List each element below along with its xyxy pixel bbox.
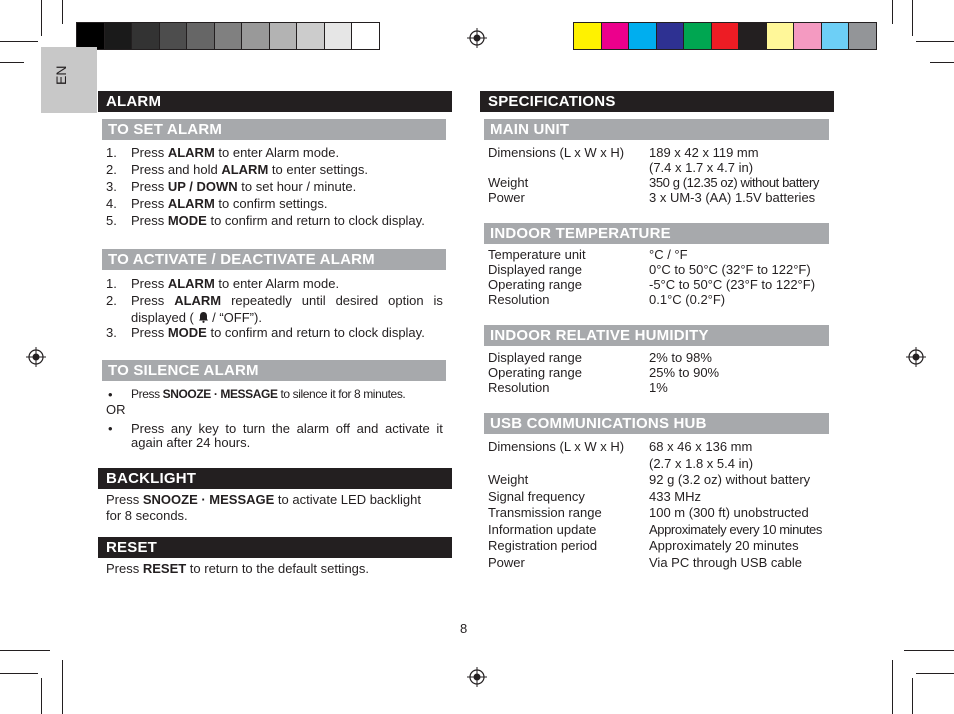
- color-swatch: [683, 22, 712, 50]
- spec-label: Signal frequency: [488, 489, 585, 504]
- crop-mark: [62, 0, 63, 24]
- spec-value: °C / °F: [649, 247, 688, 262]
- spec-label: Temperature unit: [488, 247, 586, 262]
- color-swatch: [793, 22, 822, 50]
- list-item: Press ALARM to enter Alarm mode.: [131, 276, 340, 291]
- spec-label: Power: [488, 555, 525, 570]
- subsection-title-main-unit: MAIN UNIT: [484, 119, 829, 140]
- list-item: Press any key to turn the alarm off and activate it: [131, 421, 443, 436]
- reset-text: Press RESET to return to the default settings.: [106, 561, 370, 576]
- spec-value: Via PC through USB cable: [649, 555, 802, 570]
- crop-mark: [892, 0, 893, 24]
- spec-value: 3 x UM-3 (AA) 1.5V batteries: [649, 190, 816, 205]
- crop-mark: [912, 678, 913, 714]
- crop-mark: [912, 0, 913, 36]
- color-swatch: [766, 22, 795, 50]
- registration-mark-icon: [467, 28, 487, 48]
- color-swatch: [821, 22, 850, 50]
- registration-mark-icon: [906, 347, 926, 367]
- spec-label: Power: [488, 190, 525, 205]
- gray-swatch: [186, 22, 215, 50]
- spec-label: Dimensions (L x W x H): [488, 145, 625, 160]
- color-swatch: [738, 22, 767, 50]
- section-title-alarm: ALARM: [98, 91, 452, 112]
- color-swatch: [848, 22, 877, 50]
- registration-mark-icon: [467, 667, 487, 687]
- spec-label: Displayed range: [488, 262, 582, 277]
- gray-swatch: [269, 22, 298, 50]
- crop-mark: [904, 650, 954, 651]
- color-swatch: [656, 22, 685, 50]
- list-item-continuation: again after 24 hours.: [131, 435, 251, 450]
- subsection-title-activate-alarm: TO ACTIVATE / DEACTIVATE ALARM: [102, 249, 446, 270]
- gray-swatch: [104, 22, 133, 50]
- color-swatch: [601, 22, 630, 50]
- crop-mark: [0, 673, 38, 674]
- crop-mark: [62, 660, 63, 714]
- subsection-title-indoor-humidity: INDOOR RELATIVE HUMIDITY: [484, 325, 829, 346]
- list-item: Press MODE to confirm and return to clock display.: [131, 325, 425, 340]
- spec-label: Displayed range: [488, 350, 582, 365]
- crop-mark: [41, 0, 42, 36]
- spec-label: Resolution: [488, 380, 550, 395]
- subsection-title-indoor-temperature: INDOOR TEMPERATURE: [484, 223, 829, 244]
- color-swatch: [573, 22, 602, 50]
- or-label: OR: [106, 402, 126, 417]
- spec-label: Resolution: [488, 292, 550, 307]
- subsection-title-set-alarm: TO SET ALARM: [102, 119, 446, 140]
- bell-icon: [198, 311, 209, 323]
- spec-label: Registration period: [488, 538, 598, 553]
- gray-swatch: [159, 22, 188, 50]
- crop-mark: [916, 673, 954, 674]
- gray-swatch: [214, 22, 243, 50]
- spec-label: Information update: [488, 522, 597, 537]
- gray-swatch: [76, 22, 105, 50]
- spec-value: (7.4 x 1.7 x 4.7 in): [649, 160, 754, 175]
- crop-mark: [916, 41, 954, 42]
- spec-label: Operating range: [488, 365, 582, 380]
- spec-value: 25% to 90%: [649, 365, 720, 380]
- gray-swatch: [241, 22, 270, 50]
- backlight-text-line2: for 8 seconds.: [106, 508, 188, 523]
- color-swatch: [711, 22, 740, 50]
- spec-label: Dimensions (L x W x H): [488, 439, 625, 454]
- list-item: Press ALARM to enter Alarm mode.: [131, 145, 340, 160]
- section-title-backlight: BACKLIGHT: [98, 468, 452, 489]
- crop-mark: [930, 62, 954, 63]
- spec-label: Weight: [488, 472, 529, 487]
- language-tab: [41, 47, 97, 113]
- spec-value: Approximately 20 minutes: [649, 538, 799, 553]
- gray-swatch: [131, 22, 160, 50]
- spec-value: 189 x 42 x 119 mm: [649, 145, 759, 160]
- spec-label: Operating range: [488, 277, 582, 292]
- crop-mark: [41, 678, 42, 714]
- spec-value: 2% to 98%: [649, 350, 712, 365]
- spec-value: -5°C to 50°C (23°F to 122°F): [649, 277, 816, 292]
- backlight-text: Press SNOOZE · MESSAGE to activate LED backlight: [106, 492, 422, 507]
- list-item: Press MODE to confirm and return to clock display.: [131, 213, 425, 228]
- spec-value: 68 x 46 x 136 mm: [649, 439, 753, 454]
- gray-swatch: [351, 22, 380, 50]
- list-item: Press SNOOZE · MESSAGE to silence it for 8 minutes.: [131, 387, 406, 401]
- spec-value: Approximately every 10 minutes: [649, 522, 822, 537]
- crop-mark: [0, 650, 50, 651]
- spec-value: 92 g (3.2 oz) without battery: [649, 472, 811, 487]
- spec-label: Transmission range: [488, 505, 602, 520]
- list-item-continuation: displayed ( / “OFF”).: [131, 310, 262, 325]
- gray-swatch: [296, 22, 325, 50]
- spec-value: 100 m (300 ft) unobstructed: [649, 505, 809, 520]
- gray-swatch: [324, 22, 353, 50]
- crop-mark: [0, 62, 24, 63]
- spec-value: 1%: [649, 380, 668, 395]
- page-number: 8: [460, 621, 468, 636]
- list-item: Press and hold ALARM to enter settings.: [131, 162, 369, 177]
- spec-value: 350 g (12.35 oz) without battery: [649, 175, 820, 190]
- subsection-title-usb-hub: USB COMMUNICATIONS HUB: [484, 413, 829, 434]
- subsection-title-silence-alarm: TO SILENCE ALARM: [102, 360, 446, 381]
- spec-value: 433 MHz: [649, 489, 702, 504]
- section-title-specifications: SPECIFICATIONS: [480, 91, 834, 112]
- section-title-reset: RESET: [98, 537, 452, 558]
- crop-mark: [0, 41, 38, 42]
- list-item: Press UP / DOWN to set hour / minute.: [131, 179, 357, 194]
- spec-value: 0°C to 50°C (32°F to 122°F): [649, 262, 811, 277]
- crop-mark: [892, 660, 893, 714]
- spec-label: Weight: [488, 175, 529, 190]
- registration-mark-icon: [26, 347, 46, 367]
- spec-value: 0.1°C (0.2°F): [649, 292, 726, 307]
- list-item: Press ALARM repeatedly until desired option is: [131, 293, 443, 308]
- spec-value: (2.7 x 1.8 x 5.4 in): [649, 456, 754, 471]
- list-item: Press ALARM to confirm settings.: [131, 196, 328, 211]
- language-tab-label: EN: [53, 65, 69, 85]
- color-swatch: [628, 22, 657, 50]
